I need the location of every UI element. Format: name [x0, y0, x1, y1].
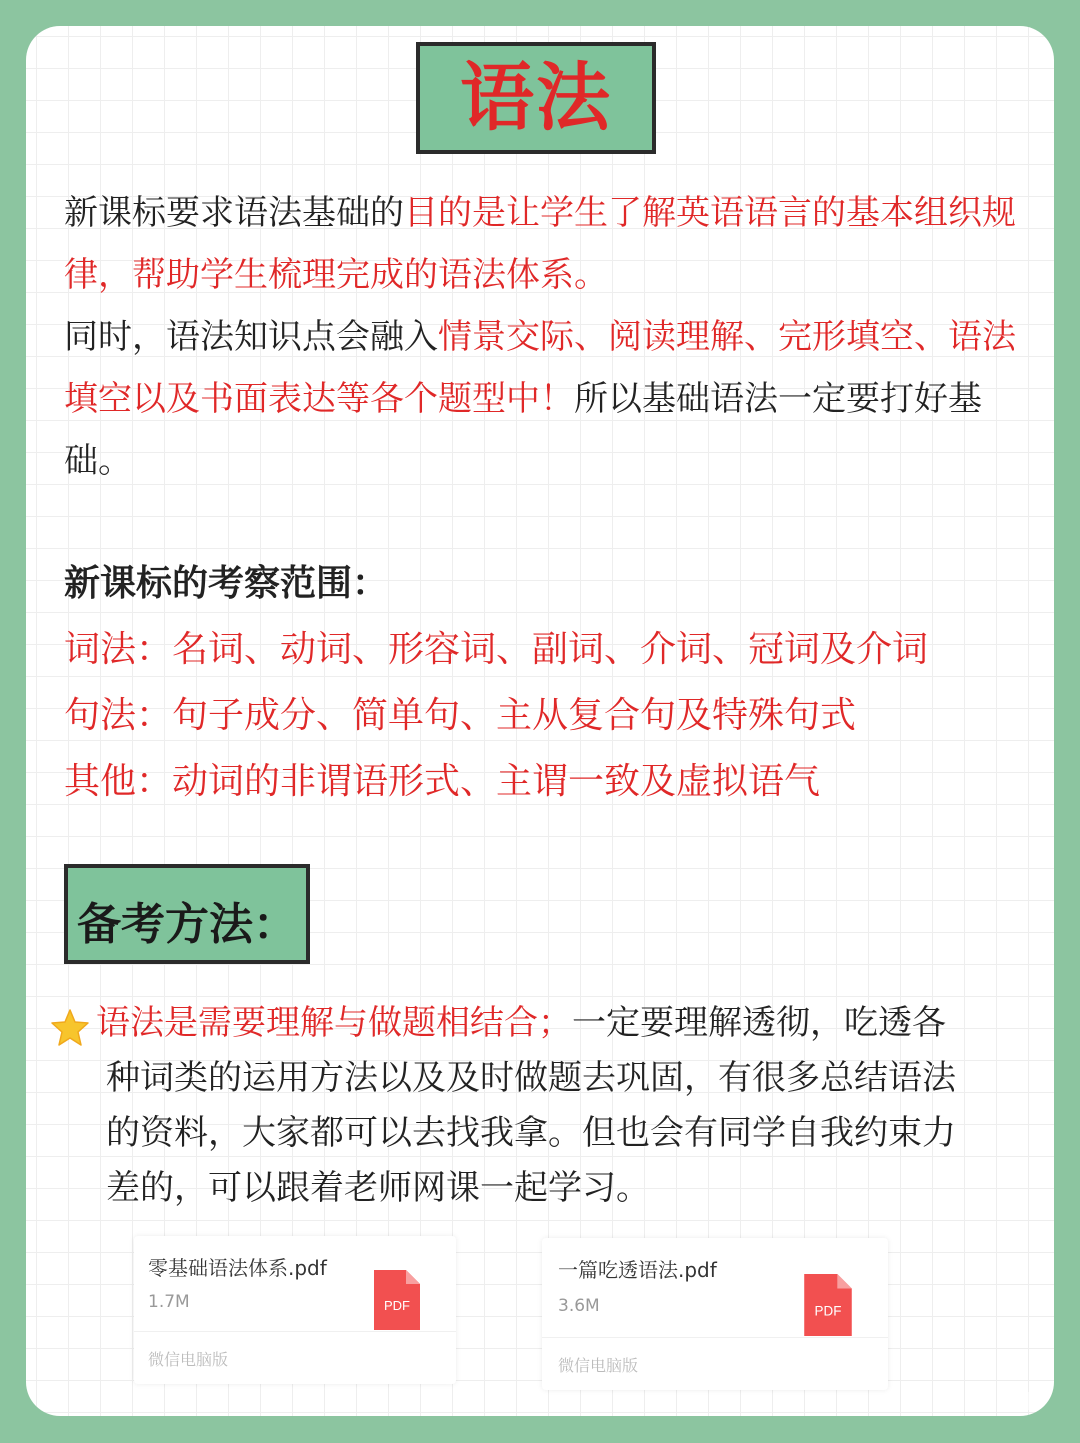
intro-text-normal-b: 所以基础语法一定要打好基础。 — [64, 379, 982, 481]
method-line-1 — [96, 996, 946, 1051]
pdf-icon — [374, 1270, 420, 1330]
pdf-icon-label: PDF — [384, 1298, 410, 1313]
pdf-icon-label: PDF — [814, 1303, 842, 1319]
scope-heading: 新课标的考察范围： — [64, 563, 389, 604]
method-text-rest: 一定要理解透彻，吃透各 — [572, 1003, 946, 1043]
scope-line-morphology: 词法：名词、动词、形容词、副词、介词、冠词及介词 — [64, 629, 929, 670]
pdf-icon — [804, 1274, 852, 1336]
file-source: 微信电脑版 — [558, 1356, 639, 1375]
file-size: 3.6M — [558, 1296, 600, 1316]
file-card-2[interactable] — [542, 1238, 888, 1390]
method-text-highlight: 语法是需要理解与做题相结合； — [96, 1003, 572, 1043]
watermark-badge — [1010, 1392, 1046, 1410]
content-card — [26, 26, 1054, 1416]
intro-paragraph-2 — [64, 306, 1024, 492]
file-name: 零基础语法体系.pdf — [148, 1256, 327, 1280]
file-size: 1.7M — [148, 1292, 190, 1312]
method-line-4: 差的，可以跟着老师网课一起学习。 — [106, 1168, 650, 1208]
method-heading: 备考方法： — [77, 899, 297, 950]
file-divider — [542, 1337, 888, 1338]
intro-paragraph-1 — [64, 182, 1024, 306]
intro-text-highlight: 目的是让学生了解英语语言的基本组织规律，帮助学生梳理完成的语法体系。 — [64, 193, 1016, 295]
file-divider — [134, 1331, 456, 1332]
scope-line-syntax: 句法：句子成分、简单句、主从复合句及特殊句式 — [64, 695, 857, 736]
star-icon — [50, 1008, 90, 1048]
page-title: 语法 — [460, 55, 612, 141]
file-source: 微信电脑版 — [148, 1350, 229, 1369]
intro-text-normal-a: 同时，语法知识点会融入 — [64, 317, 438, 357]
file-name: 一篇吃透语法.pdf — [558, 1258, 717, 1282]
file-card-1[interactable] — [134, 1236, 456, 1384]
title-box — [416, 42, 656, 154]
intro-text-normal: 新课标要求语法基础的 — [64, 193, 404, 233]
intro-text-highlight-2: 情景交际、阅读理解、完形填空、语法填空以及书面表达等各个题型中！ — [64, 317, 1016, 419]
method-line-2: 种词类的运用方法以及及时做题去巩固，有很多总结语法 — [106, 1058, 956, 1098]
method-line-3: 的资料，大家都可以去找我拿。但也会有同学自我约束力 — [106, 1113, 956, 1153]
scope-line-other: 其他：动词的非谓语形式、主谓一致及虚拟语气 — [64, 761, 821, 802]
method-heading-box — [64, 864, 310, 964]
